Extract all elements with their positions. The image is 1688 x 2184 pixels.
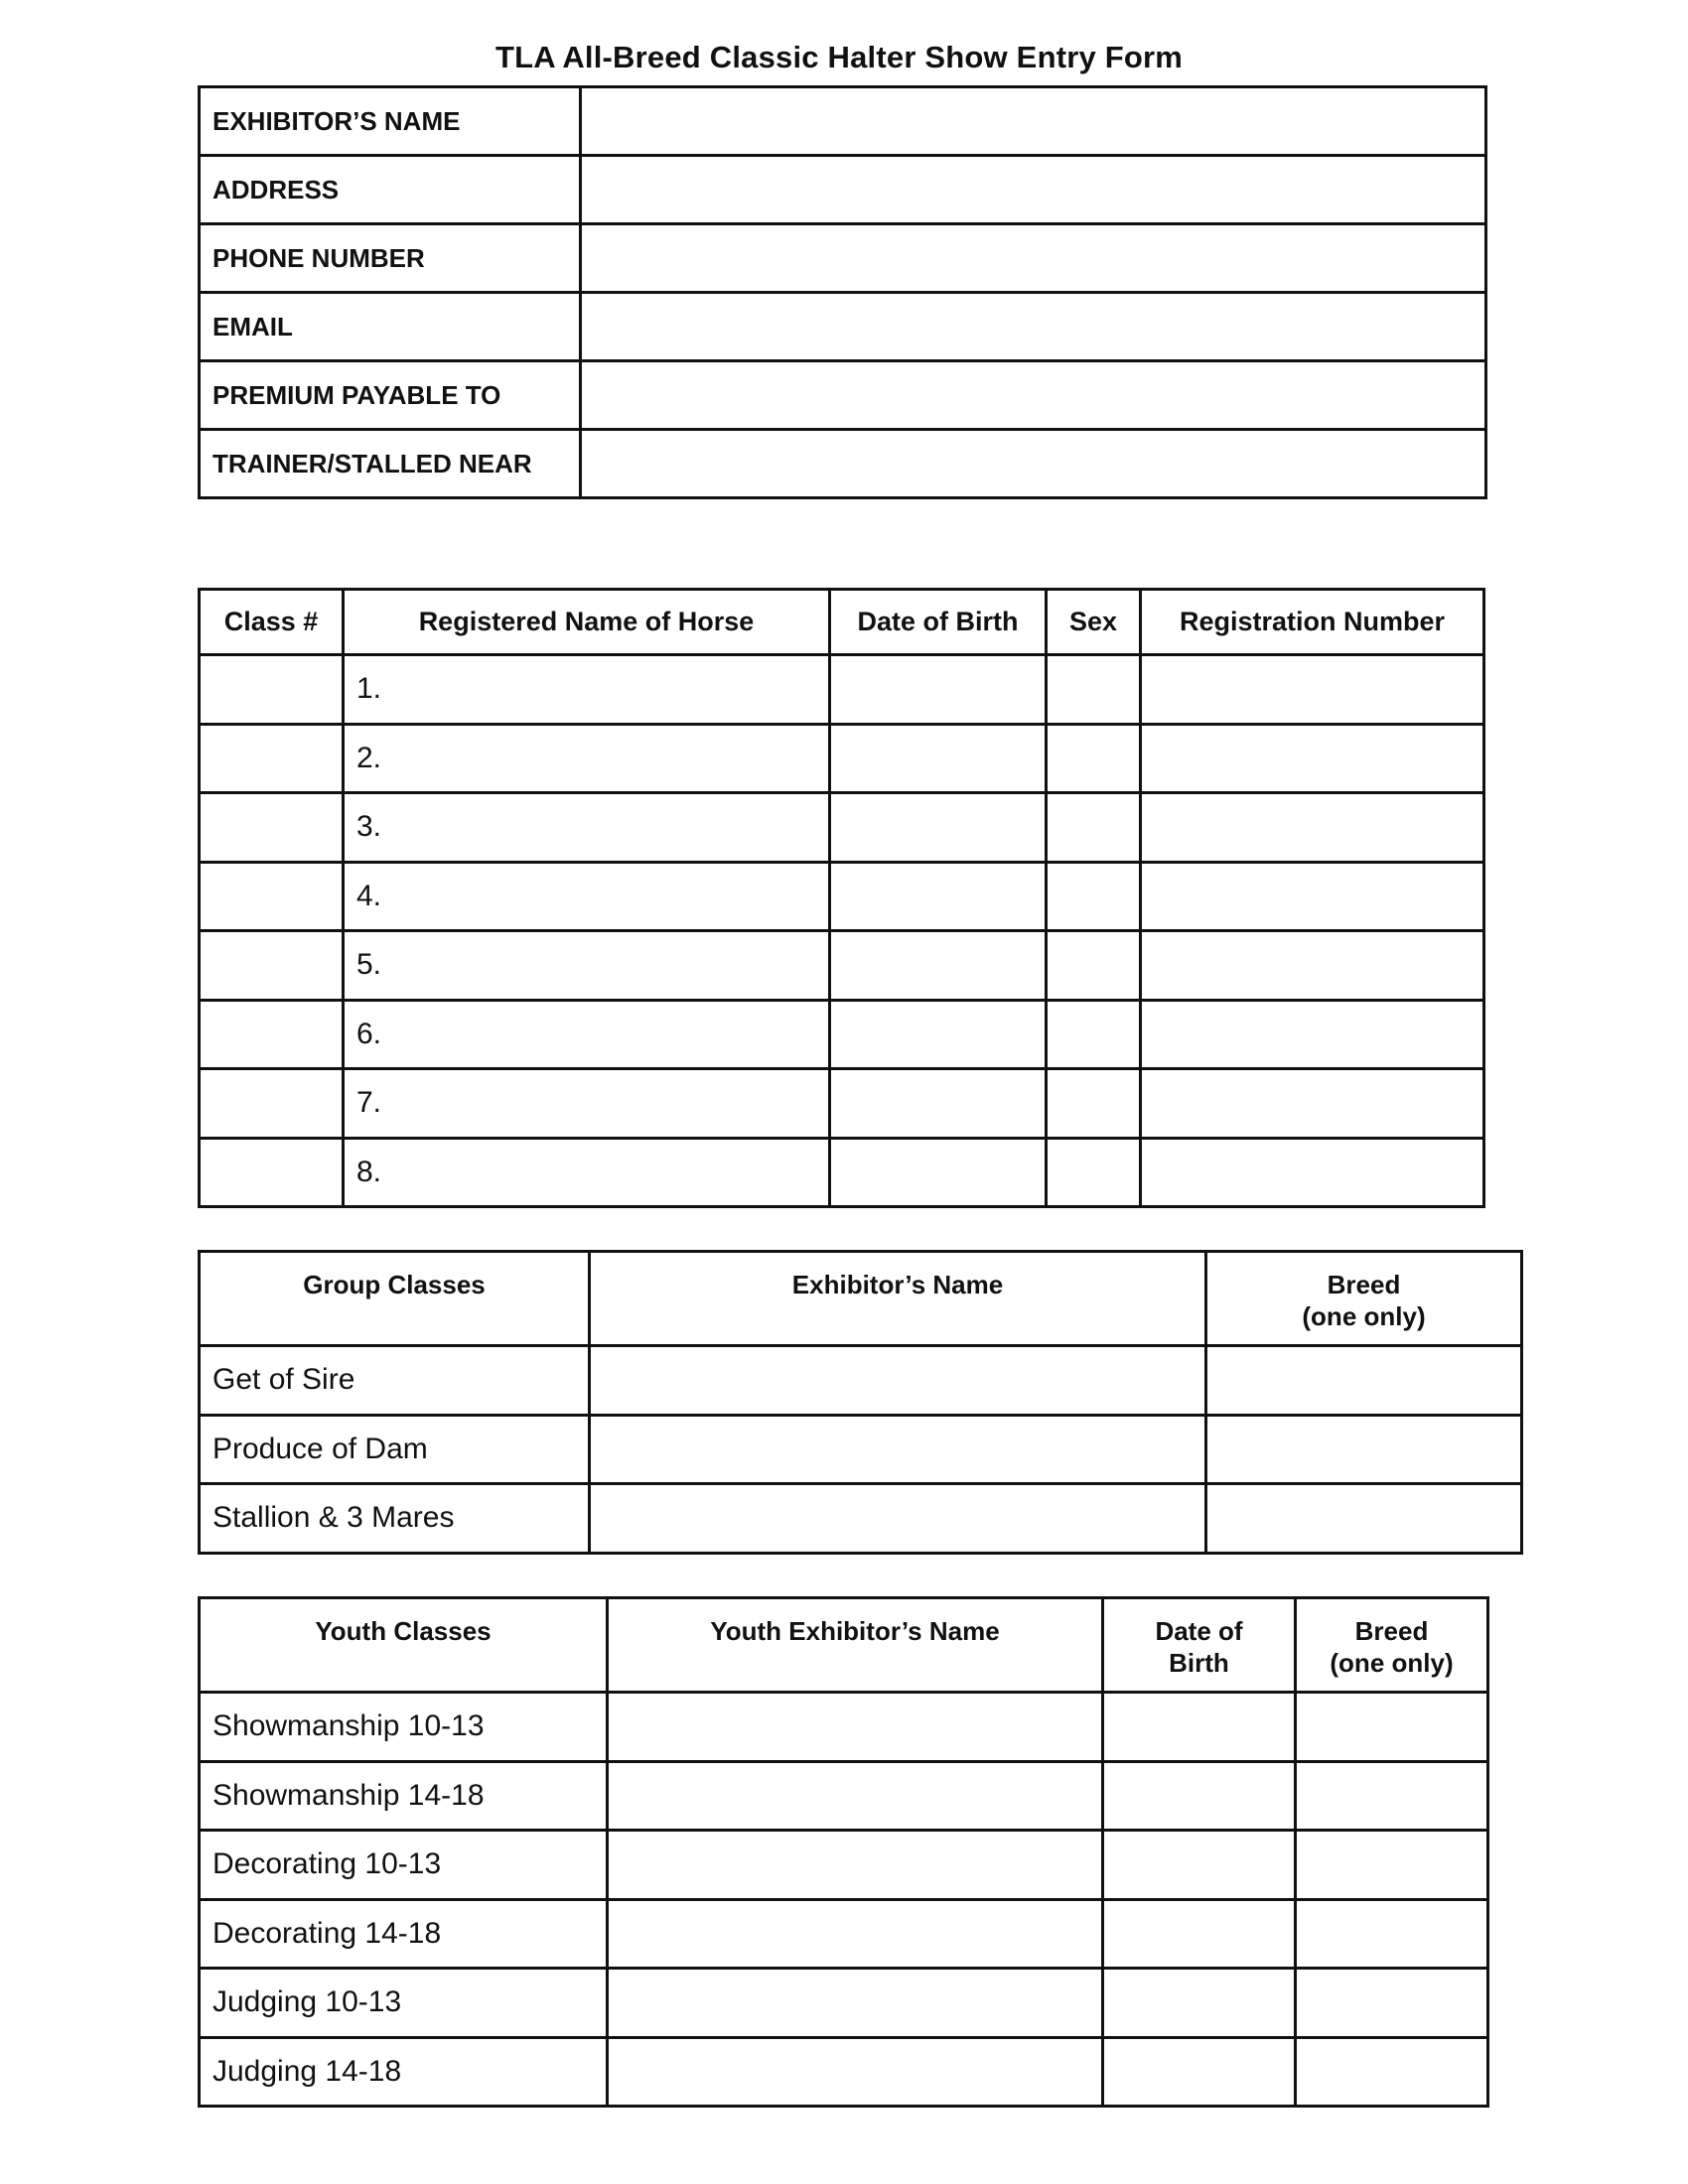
- table-row: [200, 1069, 1484, 1139]
- registration-number-cell[interactable]: [1141, 1069, 1484, 1139]
- table-row: [200, 1693, 1488, 1762]
- group-classes-table: [198, 1250, 1523, 1555]
- youth-exhibitor-cell[interactable]: [608, 1761, 1103, 1831]
- registration-number-cell[interactable]: [1141, 1138, 1484, 1207]
- horse-entries-table: [198, 588, 1485, 1208]
- date-of-birth-cell[interactable]: [830, 931, 1047, 1001]
- youth-breed-cell[interactable]: [1296, 1831, 1488, 1900]
- horse-name-cell[interactable]: 7.: [344, 1069, 830, 1139]
- youth-breed-cell[interactable]: [1296, 1761, 1488, 1831]
- premium-payable-label: PREMIUM PAYABLE TO: [200, 361, 581, 430]
- exhibitor-name-label: EXHIBITOR’S NAME: [200, 87, 581, 156]
- youth-dob-cell[interactable]: [1103, 1761, 1296, 1831]
- youth-dob-cell[interactable]: [1103, 1831, 1296, 1900]
- youth-header-row: [200, 1598, 1488, 1693]
- sex-cell[interactable]: [1047, 862, 1141, 931]
- address-field[interactable]: [581, 156, 1486, 224]
- date-of-birth-cell[interactable]: [830, 793, 1047, 863]
- youth-exhibitor-name-header: Youth Exhibitor’s Name: [608, 1598, 1103, 1693]
- youth-dob-cell[interactable]: [1103, 1899, 1296, 1969]
- youth-dob-cell[interactable]: [1103, 1969, 1296, 2038]
- class-number-header: Class #: [200, 590, 344, 655]
- exhibitor-row: [200, 224, 1486, 293]
- form-title: TLA All-Breed Classic Halter Show Entry Form: [494, 40, 1184, 74]
- group-class-label: Produce of Dam: [200, 1415, 590, 1484]
- date-of-birth-cell[interactable]: [830, 862, 1047, 931]
- youth-breed-header-line1: Breed: [1354, 1616, 1429, 1646]
- youth-class-label: Judging 10-13: [200, 1969, 608, 2038]
- group-classes-header: Group Classes: [200, 1252, 590, 1346]
- registration-number-cell[interactable]: [1141, 931, 1484, 1001]
- youth-class-label: Decorating 10-13: [200, 1831, 608, 1900]
- group-exhibitor-cell[interactable]: [590, 1484, 1206, 1554]
- date-of-birth-cell[interactable]: [830, 655, 1047, 725]
- group-header-row: [200, 1252, 1522, 1346]
- phone-number-label: PHONE NUMBER: [200, 224, 581, 293]
- horse-name-cell[interactable]: 2.: [344, 724, 830, 793]
- sex-cell[interactable]: [1047, 724, 1141, 793]
- horse-name-header: Registered Name of Horse: [344, 590, 830, 655]
- youth-breed-header-line2: (one only): [1330, 1648, 1454, 1678]
- trainer-stalled-label: TRAINER/STALLED NEAR: [200, 430, 581, 498]
- sex-cell[interactable]: [1047, 655, 1141, 725]
- exhibitor-row: [200, 87, 1486, 156]
- sex-cell[interactable]: [1047, 793, 1141, 863]
- youth-dob-cell[interactable]: [1103, 2037, 1296, 2107]
- youth-exhibitor-cell[interactable]: [608, 2037, 1103, 2107]
- group-class-label: Stallion & 3 Mares: [200, 1484, 590, 1554]
- youth-dob-header-line1: Date of: [1155, 1616, 1243, 1646]
- exhibitor-name-field[interactable]: [581, 87, 1486, 156]
- class-number-cell[interactable]: [200, 1138, 344, 1207]
- premium-payable-field[interactable]: [581, 361, 1486, 430]
- class-number-cell[interactable]: [200, 931, 344, 1001]
- class-number-cell[interactable]: [200, 655, 344, 725]
- youth-class-label: Showmanship 10-13: [200, 1693, 608, 1762]
- youth-breed-cell[interactable]: [1296, 1969, 1488, 2038]
- horse-header-row: [200, 590, 1484, 655]
- exhibitor-row: [200, 156, 1486, 224]
- table-row: [200, 1000, 1484, 1069]
- youth-breed-cell[interactable]: [1296, 2037, 1488, 2107]
- exhibitor-info-table: [198, 85, 1487, 499]
- youth-class-label: Judging 14-18: [200, 2037, 608, 2107]
- group-breed-header: [1206, 1252, 1522, 1346]
- youth-class-label: Showmanship 14-18: [200, 1761, 608, 1831]
- youth-breed-header: [1296, 1598, 1488, 1693]
- class-number-cell[interactable]: [200, 724, 344, 793]
- table-row: [200, 1138, 1484, 1207]
- horse-name-cell[interactable]: 4.: [344, 862, 830, 931]
- table-row: [200, 1831, 1488, 1900]
- horse-name-cell[interactable]: 8.: [344, 1138, 830, 1207]
- horse-name-cell[interactable]: 1.: [344, 655, 830, 725]
- youth-exhibitor-cell[interactable]: [608, 1831, 1103, 1900]
- email-field[interactable]: [581, 293, 1486, 361]
- exhibitor-row: [200, 430, 1486, 498]
- youth-dob-cell[interactable]: [1103, 1693, 1296, 1762]
- class-number-cell[interactable]: [200, 1000, 344, 1069]
- group-class-label: Get of Sire: [200, 1346, 590, 1416]
- date-of-birth-cell[interactable]: [830, 1069, 1047, 1139]
- address-label: ADDRESS: [200, 156, 581, 224]
- table-row: [200, 1346, 1522, 1416]
- group-breed-cell[interactable]: [1206, 1346, 1522, 1416]
- table-row: [200, 1415, 1522, 1484]
- youth-dob-header-line2: Birth: [1169, 1648, 1229, 1678]
- class-number-cell[interactable]: [200, 1069, 344, 1139]
- horse-name-cell[interactable]: 3.: [344, 793, 830, 863]
- group-breed-cell[interactable]: [1206, 1484, 1522, 1554]
- sex-cell[interactable]: [1047, 1000, 1141, 1069]
- date-of-birth-cell[interactable]: [830, 1138, 1047, 1207]
- group-exhibitor-cell[interactable]: [590, 1346, 1206, 1416]
- sex-cell[interactable]: [1047, 1069, 1141, 1139]
- group-exhibitor-name-header: Exhibitor’s Name: [590, 1252, 1206, 1346]
- sex-cell[interactable]: [1047, 931, 1141, 1001]
- registration-number-cell[interactable]: [1141, 793, 1484, 863]
- registration-number-cell[interactable]: [1141, 1000, 1484, 1069]
- horse-name-cell[interactable]: 6.: [344, 1000, 830, 1069]
- youth-class-label: Decorating 14-18: [200, 1899, 608, 1969]
- date-of-birth-cell[interactable]: [830, 724, 1047, 793]
- date-of-birth-header: Date of Birth: [830, 590, 1047, 655]
- date-of-birth-cell[interactable]: [830, 1000, 1047, 1069]
- table-row: [200, 1899, 1488, 1969]
- sex-cell[interactable]: [1047, 1138, 1141, 1207]
- horse-name-cell[interactable]: 5.: [344, 931, 830, 1001]
- registration-number-cell[interactable]: [1141, 655, 1484, 725]
- exhibitor-row: [200, 361, 1486, 430]
- table-row: [200, 2037, 1488, 2107]
- class-number-cell[interactable]: [200, 862, 344, 931]
- youth-classes-table: [198, 1596, 1489, 2108]
- exhibitor-row: [200, 293, 1486, 361]
- table-row: [200, 1484, 1522, 1554]
- table-row: [200, 1969, 1488, 2038]
- sex-header: Sex: [1047, 590, 1141, 655]
- table-row: [200, 793, 1484, 863]
- registration-number-cell[interactable]: [1141, 862, 1484, 931]
- trainer-stalled-field[interactable]: [581, 430, 1486, 498]
- class-number-cell[interactable]: [200, 793, 344, 863]
- group-breed-cell[interactable]: [1206, 1415, 1522, 1484]
- table-row: [200, 655, 1484, 725]
- youth-date-of-birth-header: [1103, 1598, 1296, 1693]
- registration-number-cell[interactable]: [1141, 724, 1484, 793]
- table-row: [200, 1761, 1488, 1831]
- youth-classes-header: Youth Classes: [200, 1598, 608, 1693]
- table-row: [200, 862, 1484, 931]
- youth-breed-cell[interactable]: [1296, 1693, 1488, 1762]
- group-breed-header-line1: Breed: [1327, 1270, 1401, 1299]
- table-row: [200, 931, 1484, 1001]
- youth-exhibitor-cell[interactable]: [608, 1693, 1103, 1762]
- phone-number-field[interactable]: [581, 224, 1486, 293]
- registration-number-header: Registration Number: [1141, 590, 1484, 655]
- group-breed-header-line2: (one only): [1302, 1301, 1426, 1331]
- email-label: EMAIL: [200, 293, 581, 361]
- table-row: [200, 724, 1484, 793]
- group-exhibitor-cell[interactable]: [590, 1415, 1206, 1484]
- youth-exhibitor-cell[interactable]: [608, 1899, 1103, 1969]
- youth-exhibitor-cell[interactable]: [608, 1969, 1103, 2038]
- youth-breed-cell[interactable]: [1296, 1899, 1488, 1969]
